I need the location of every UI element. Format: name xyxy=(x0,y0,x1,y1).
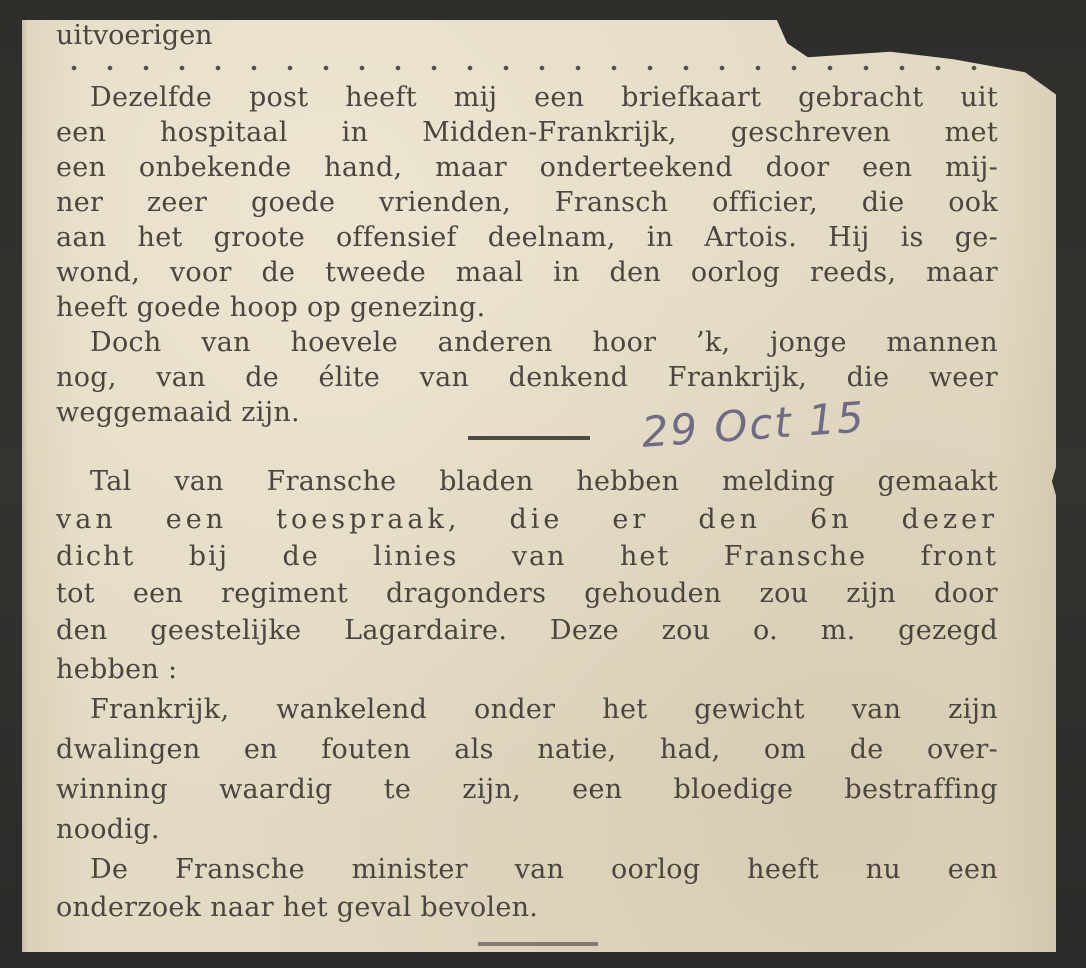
article-line: aan het groote offensief deelnam, in Artois. Hij is ge- xyxy=(56,222,998,253)
article-line: een hospitaal in Midden-Frankrijk, geschreven met xyxy=(56,117,998,148)
article-line: den geestelijke Lagardaire. Deze zou o. m. gezegd xyxy=(56,615,998,646)
article-line: onderzoek naar het geval bevolen. xyxy=(56,892,539,923)
article-line: noodig. xyxy=(56,814,160,845)
article-line: Tal van Fransche bladen hebben melding gemaakt xyxy=(90,466,998,497)
article-line: Doch van hoevele anderen hoor ’k, jonge mannen xyxy=(90,327,998,358)
article-line: een onbekende hand, maar onderteekend door een mij- xyxy=(56,152,998,183)
article-line: tot een regiment dragonders gehouden zou zijn door xyxy=(56,578,998,609)
cut-heading-text: uitvoerigen xyxy=(56,20,213,51)
article-line: winning waardig te zijn, een bloedige bestraffing xyxy=(56,774,998,805)
article-line: weggemaaid zijn. xyxy=(56,397,300,428)
section-rule xyxy=(468,436,590,440)
bottom-rule xyxy=(478,942,598,946)
article-line: nog, van de élite van denkend Frankrijk, die weer xyxy=(56,362,998,393)
article-line: wond, voor de tweede maal in den oorlog reeds, maar xyxy=(56,257,998,288)
article-line: Frankrijk, wankelend onder het gewicht van zijn xyxy=(90,694,998,725)
handwritten-date-note: 29 Oct 15 xyxy=(640,392,868,457)
article-line: dicht bij de linies van het Fransche front xyxy=(56,541,998,572)
article-line: hebben : xyxy=(56,654,178,685)
clipping-left-edge xyxy=(22,20,28,952)
dotted-separator xyxy=(56,64,990,72)
article-line: heeft goede hoop op genezing. xyxy=(56,292,486,323)
article-line: De Fransche minister van oorlog heeft nu een xyxy=(90,854,998,885)
article-line: dwalingen en fouten als natie, had, om de over- xyxy=(56,734,998,765)
article-line: ner zeer goede vrienden, Fransch officier, die ook xyxy=(56,187,998,218)
article-line: van een toespraak, die er den 6n dezer xyxy=(56,504,998,535)
article-line: Dezelfde post heeft mij een briefkaart gebracht uit xyxy=(90,82,998,113)
